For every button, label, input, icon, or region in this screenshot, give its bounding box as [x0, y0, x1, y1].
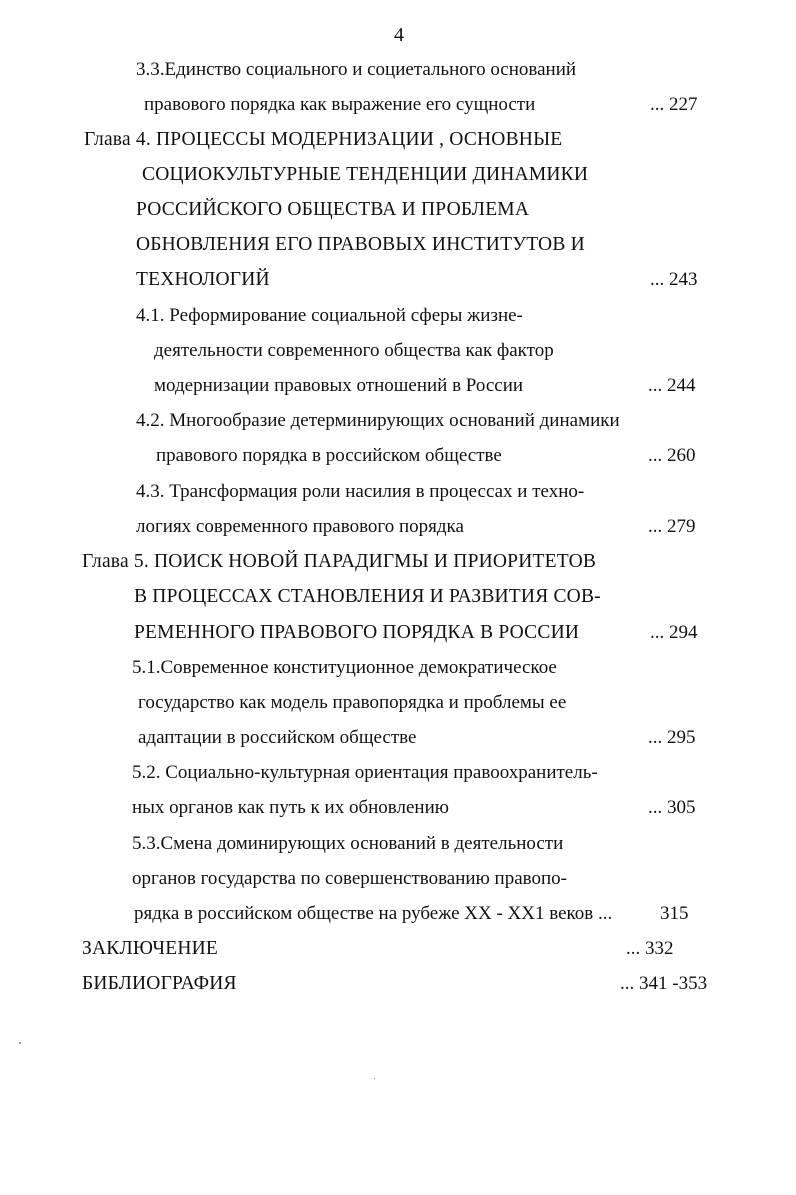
- chapter-heading-line: СОЦИОКУЛЬТУРНЫЕ ТЕНДЕНЦИИ ДИНАМИКИ: [142, 164, 589, 185]
- toc-page-ref: ... 244: [648, 375, 696, 396]
- toc-entry-line: государство как модель правопорядка и проблемы ее: [138, 692, 567, 713]
- bibliography-heading: БИБЛИОГРАФИЯ: [82, 973, 237, 994]
- toc-page-ref: ... 294: [650, 622, 698, 643]
- chapter-heading-line: РЕМЕННОГО ПРАВОВОГО ПОРЯДКА В РОССИИ: [134, 622, 580, 643]
- chapter-heading-line: Глава 5. ПОИСК НОВОЙ ПАРАДИГМЫ И ПРИОРИТЕТОВ: [82, 551, 597, 572]
- toc-page-ref: ... 227: [650, 94, 698, 115]
- toc-page-ref: ... 260: [648, 445, 696, 466]
- chapter-heading-line: В ПРОЦЕССАХ СТАНОВЛЕНИЯ И РАЗВИТИЯ СОВ-: [134, 586, 601, 607]
- toc-page-ref: ... 305: [648, 797, 696, 818]
- toc-entry-line: органов государства по совершенствованию правопо-: [132, 868, 567, 889]
- toc-entry-line: 5.2. Социально-культурная ориентация правоохранитель-: [132, 762, 598, 783]
- toc-entry-line: рядка в российском обществе на рубеже XX - XX1 веков ...: [134, 903, 613, 924]
- toc-page-ref: ... 295: [648, 727, 696, 748]
- scan-speck: [374, 1078, 375, 1079]
- toc-entry-line: 5.1.Современное конституционное демократическое: [132, 657, 557, 678]
- scan-speck: [19, 1042, 21, 1044]
- toc-entry-line: 4.3. Трансформация роли насилия в процессах и техно-: [136, 481, 585, 502]
- toc-entry-line: 3.3.Единство социального и социетального оснований: [136, 59, 577, 80]
- toc-entry-line: ных органов как путь к их обновлению: [132, 797, 449, 818]
- toc-page-ref: 315: [660, 903, 689, 924]
- toc-page-ref: ... 279: [648, 516, 696, 537]
- toc-entry-line: деятельности современного общества как фактор: [154, 340, 554, 361]
- toc-entry-line: 4.1. Реформирование социальной сферы жизне-: [136, 305, 523, 326]
- chapter-heading-line: ОБНОВЛЕНИЯ ЕГО ПРАВОВЫХ ИНСТИТУТОВ И: [136, 234, 585, 255]
- toc-page-ref: ... 341 -353: [620, 973, 708, 994]
- chapter-heading-line: РОССИЙСКОГО ОБЩЕСТВА И ПРОБЛЕМА: [136, 199, 530, 220]
- toc-entry-line: 5.3.Смена доминирующих оснований в деятельности: [132, 833, 564, 854]
- chapter-heading-line: Глава 4. ПРОЦЕССЫ МОДЕРНИЗАЦИИ , ОСНОВНЫЕ: [84, 129, 563, 150]
- toc-entry-line: модернизации правовых отношений в России: [154, 375, 524, 396]
- toc-page-ref: ... 243: [650, 269, 698, 290]
- page-number: 4: [394, 24, 404, 46]
- toc-entry-line: адаптации в российском обществе: [138, 727, 417, 748]
- toc-entry-line: логиях современного правового порядка: [136, 516, 464, 537]
- chapter-heading-line: ТЕХНОЛОГИЙ: [136, 269, 270, 290]
- toc-entry-line: правового порядка как выражение его сущности: [144, 94, 536, 115]
- toc-entry-line: 4.2. Многообразие детерминирующих оснований динамики: [136, 410, 620, 431]
- toc-page-ref: ... 332: [626, 938, 674, 959]
- conclusion-heading: ЗАКЛЮЧЕНИЕ: [82, 938, 219, 959]
- toc-entry-line: правового порядка в российском обществе: [156, 445, 502, 466]
